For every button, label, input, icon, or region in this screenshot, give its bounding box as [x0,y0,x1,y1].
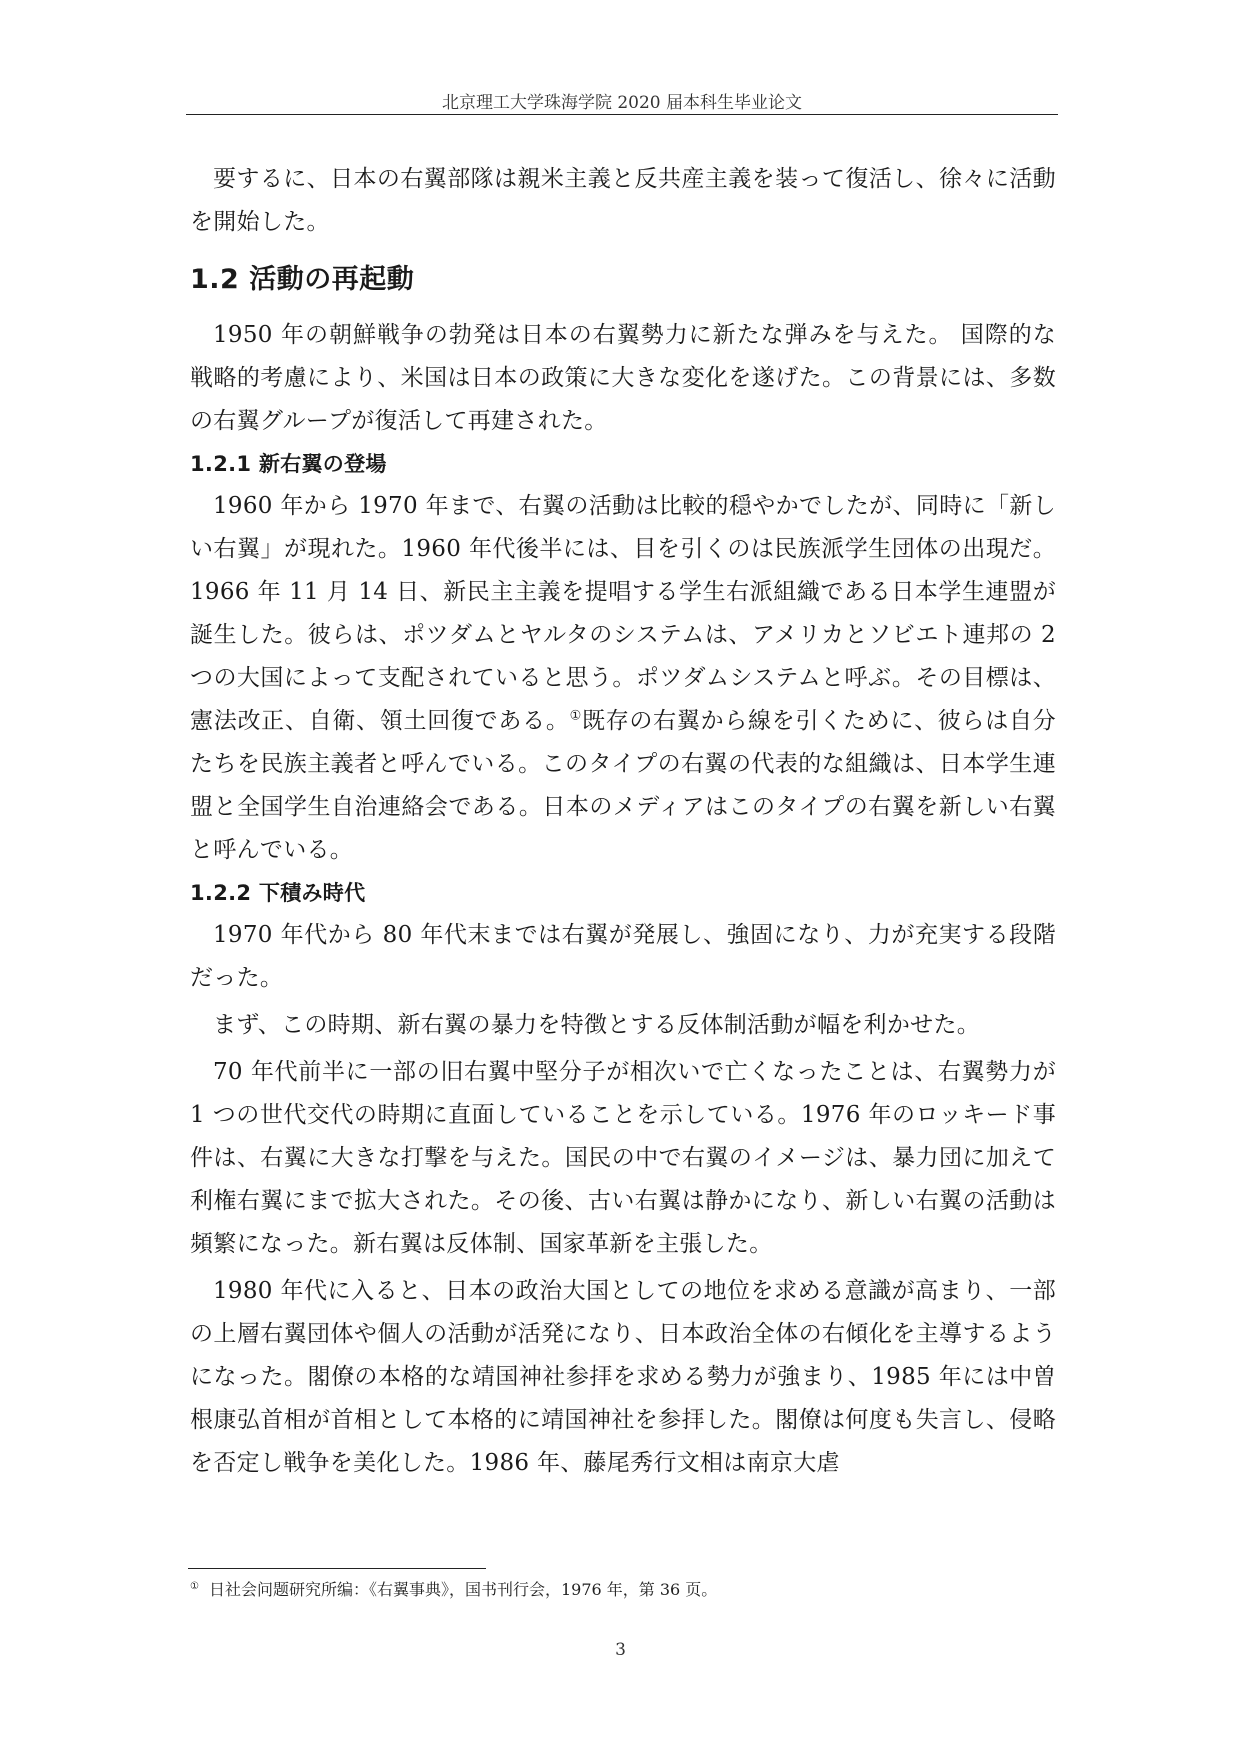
section-heading-1-2: 1.2 活動の再起動 [190,264,415,295]
footnote-rule [188,1568,486,1569]
footnote-text: 日社会问题研究所编：《右翼事典》，国书刊行会，1976 年，第 36 页。 [208,1580,718,1599]
footnote-mark: ① [569,708,582,724]
footnote-number: ① [190,1580,199,1592]
paragraph: 70 年代前半に一部の旧右翼中堅分子が相次いで亡くなったことは、右翼勢力が 1 つの世代交代の時期に直面していることを示している。1976 年のロッキード事件は、右翼に大きな打撃を与えた。国民の中で右翼のイメージは、暴力団に加えて利権右翼にまで拡大された。その後、古い右翼は静かになり、新しい右翼の活動は頻繁になった。新右翼は反体制、国家革新を主張した。 [190,1059,1056,1257]
body-text [190,158,1056,1485]
paragraph: 要するに、日本の右翼部隊は親米主義と反共産主義を装って復活し、徐々に活動を開始した。 [190,166,1056,235]
paragraph-part: 既存の右翼から線を引くために、彼らは自分たちを民族主義者と呼んでいる。このタイプの右翼の代表的な組織は、日本学生連盟と全国学生自治連絡会である。日本のメディアはこのタイプの右翼を新しい右翼と呼んでいる。 [190,708,1057,863]
footnote [190,1578,1050,1602]
subsection-heading-1-2-1: 1.2.1 新右翼の登場 [190,452,387,476]
paragraph: 1980 年代に入ると、日本の政治大国としての地位を求める意識が高まり、一部の上層右翼団体や個人の活動が活発になり、日本政治全体の右傾化を主導するようになった。閣僚の本格的な靖国神社参拝を求める勢力が強まり、1985 年には中曽根康弘首相が首相として本格的に靖国神社を参拝した。閣僚は何度も失言し、侵略を否定し戦争を美化した。1986 年、藤尾秀行文相は南京大虐 [190,1278,1056,1476]
paragraph: 1970 年代から 80 年代末までは右翼が発展し、強固になり、力が充実する段階だった。 [190,922,1056,991]
subsection-heading-1-2-2: 1.2.2 下積み時代 [190,881,366,905]
paragraph-part: 1960 年から 1970 年まで、右翼の活動は比較的穏やかでしたが、同時に「新しい右翼」が現れた。1960 年代後半には、目を引くのは民族派学生団体の出現だ。1966 年 11 月 14 日、新民主主義を提唱する学生右派組織である日本学生連盟が誕生した。彼らは、ポツダムとヤルタのシステムは、アメリカとソビエト連邦の 2 つの大国によって支配されていると思う。ポツダムシステムと呼ぶ。その目標は、憲法改正、自衛、領土回復である。 [190,493,1056,734]
paragraph: 1950 年の朝鮮戦争の勃発は日本の右翼勢力に新たな弾みを与えた。 国際的な戦略的考慮により、米国は日本の政策に大きな変化を遂げた。この背景には、多数の右翼グループが復活して再建された。 [190,322,1056,434]
page-number: 3 [615,1640,626,1660]
page-header: 北京理工大学珠海学院 2020 届本科生毕业论文 [441,93,803,113]
header-rule [186,114,1058,115]
paragraph: まず、この時期、新右翼の暴力を特徴とする反体制活動が幅を利かせた。 [213,1012,981,1038]
paragraph [190,485,1056,872]
